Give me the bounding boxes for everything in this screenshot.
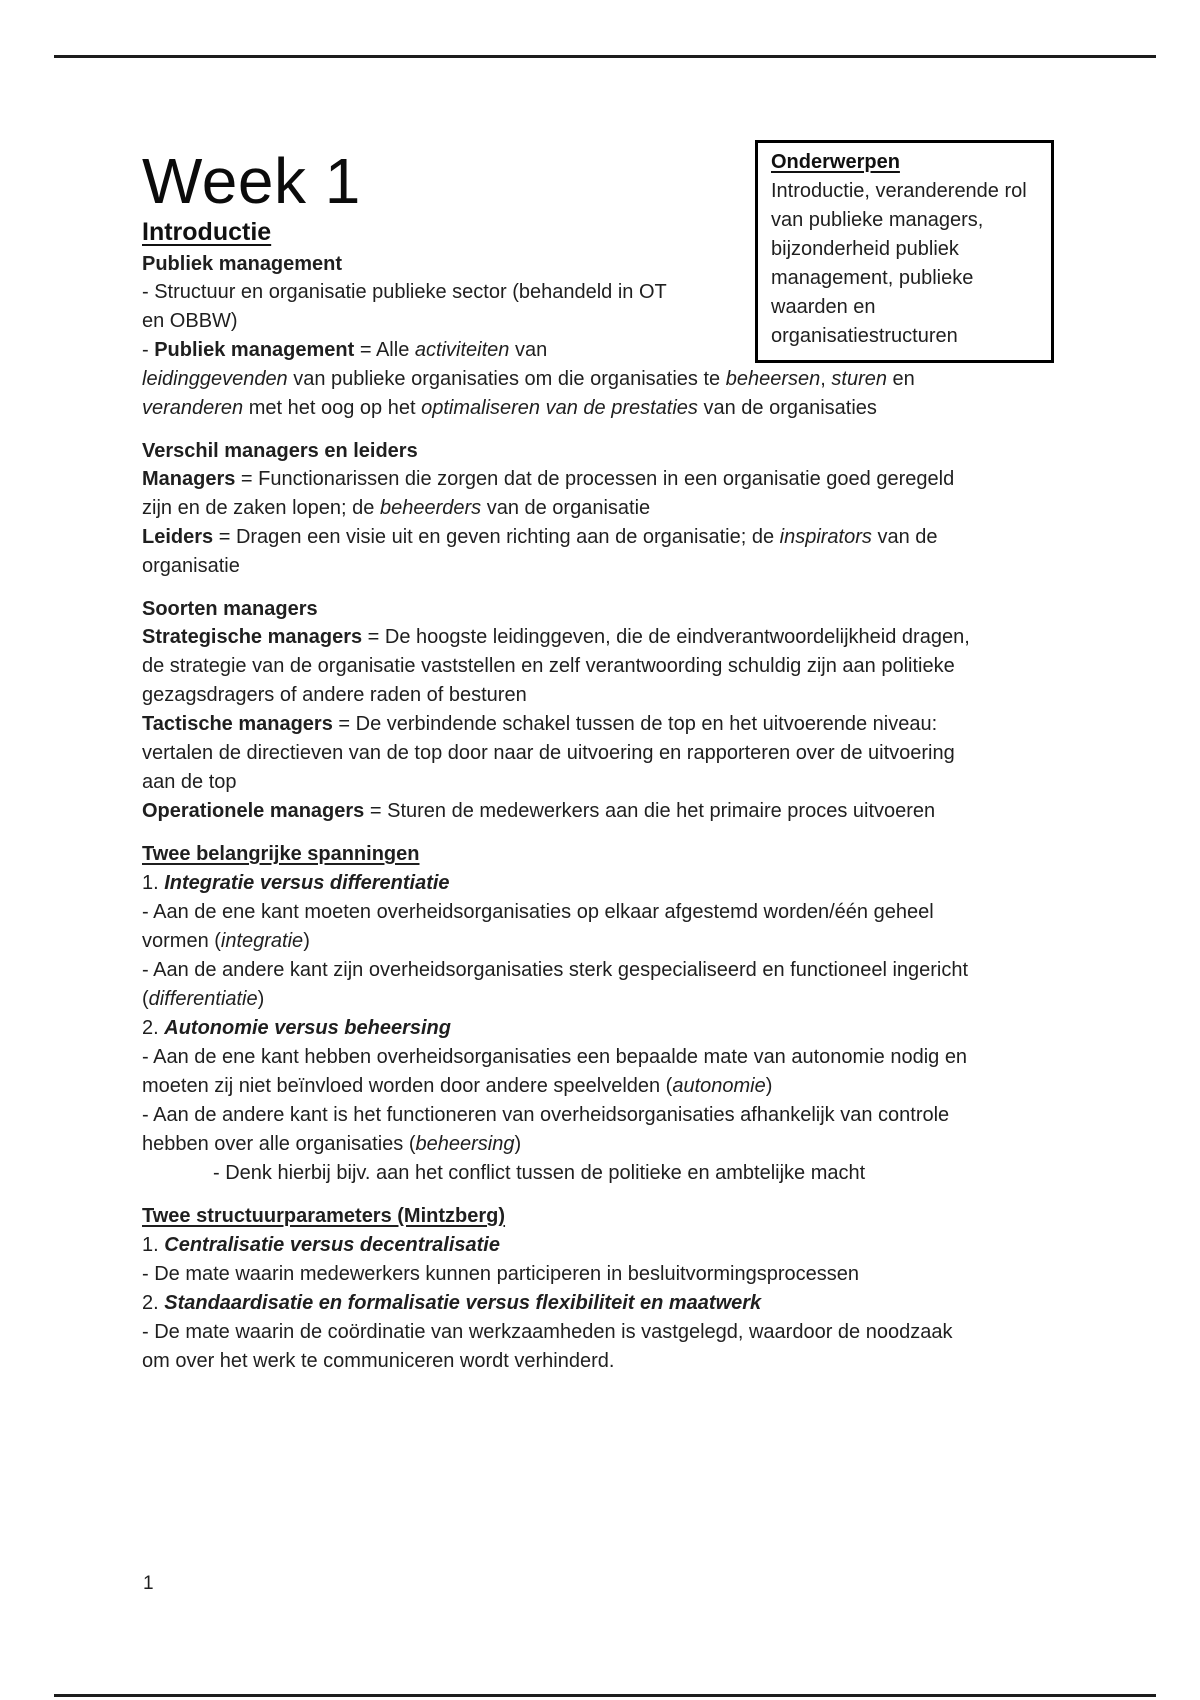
- text-line: 2. Autonomie versus beheersing: [142, 1017, 451, 1039]
- text-line: - Aan de andere kant zijn overheidsorganisaties sterk gespecialiseerd en functioneel ingericht: [142, 959, 969, 981]
- top-rule: [54, 55, 1156, 58]
- text-line: - Aan de ene kant hebben overheidsorganisaties een bepaalde mate van autonomie nodig en: [142, 1046, 968, 1068]
- topics-box-line: Introductie, veranderende rol: [771, 180, 1027, 202]
- topics-box-title: Onderwerpen: [771, 151, 900, 173]
- text-line: moeten zij niet beïnvloed worden door andere speelvelden (autonomie): [142, 1075, 773, 1097]
- topics-box-line: bijzonderheid publiek: [771, 238, 959, 260]
- text-line: veranderen met het oog op het optimaliseren van de prestaties van de organisaties: [142, 397, 877, 419]
- text-line: zijn en de zaken lopen; de beheerders van de organisatie: [142, 497, 651, 519]
- text-line: 2. Standaardisatie en formalisatie versus flexibiliteit en maatwerk: [142, 1292, 762, 1314]
- text-line: gezagsdragers of andere raden of besturen: [142, 684, 527, 706]
- text-line: - Denk hierbij bijv. aan het conflict tussen de politieke en ambtelijke macht: [213, 1162, 866, 1184]
- document-body: [142, 145, 1087, 1376]
- section-heading: Twee structuurparameters (Mintzberg): [142, 1205, 506, 1227]
- section-heading: Soorten managers: [142, 598, 318, 620]
- text-line: Operationele managers = Sturen de medewerkers aan die het primaire proces uitvoeren: [142, 800, 936, 822]
- text-line: - Structuur en organisatie publieke sector (behandeld in OT: [142, 281, 667, 303]
- topics-box-line: van publieke managers,: [771, 209, 984, 231]
- section-heading: Verschil managers en leiders: [142, 440, 418, 462]
- section-heading: Publiek management: [142, 253, 343, 275]
- text-line: - Aan de ene kant moeten overheidsorganisaties op elkaar afgestemd worden/één geheel: [142, 901, 934, 923]
- text-line: vertalen de directieven van de top door naar de uitvoering en rapporteren over de uitvoering: [142, 742, 955, 764]
- topics-box-line: waarden en: [771, 296, 876, 318]
- text-line: de strategie van de organisatie vaststellen en zelf verantwoording schuldig zijn aan politieke: [142, 655, 955, 677]
- text-line: aan de top: [142, 771, 237, 793]
- text-line: organisatie: [142, 555, 240, 577]
- text-line: Leiders = Dragen een visie uit en geven richting aan de organisatie; de inspirators van de: [142, 526, 938, 548]
- text-line: - De mate waarin de coördinatie van werkzaamheden is vastgelegd, waardoor de noodzaak: [142, 1321, 953, 1343]
- topics-box-line: organisatiestructuren: [771, 325, 958, 347]
- bottom-rule: [54, 1694, 1156, 1697]
- text-line: 1. Centralisatie versus decentralisatie: [142, 1234, 500, 1256]
- page-title: Week 1: [142, 145, 361, 217]
- section-heading: Introductie: [142, 218, 272, 246]
- text-line: - De mate waarin medewerkers kunnen participeren in besluitvormingsprocessen: [142, 1263, 860, 1285]
- text-line: leidinggevenden van publieke organisaties om die organisaties te beheersen, sturen en: [142, 368, 915, 390]
- topics-box-line: management, publieke: [771, 267, 974, 289]
- text-blocks: [142, 214, 1087, 1376]
- text-line: vormen (integratie): [142, 930, 310, 952]
- text-line: en OBBW): [142, 310, 238, 332]
- text-line: om over het werk te communiceren wordt verhinderd.: [142, 1350, 615, 1372]
- section-heading: Twee belangrijke spanningen: [142, 843, 420, 865]
- text-line: hebben over alle organisaties (beheersing): [142, 1133, 522, 1155]
- text-line: - Aan de andere kant is het functioneren van overheidsorganisaties afhankelijk van controle: [142, 1104, 950, 1126]
- text-line: Managers = Functionarissen die zorgen dat de processen in een organisatie goed geregeld: [142, 468, 955, 490]
- text-line: Strategische managers = De hoogste leidinggeven, die de eindverantwoordelijkheid dragen,: [142, 626, 970, 648]
- text-line: Tactische managers = De verbindende schakel tussen de top en het uitvoerende niveau:: [142, 713, 938, 735]
- text-line: 1. Integratie versus differentiatie: [142, 872, 450, 894]
- text-line: - Publiek management = Alle activiteiten van: [142, 339, 548, 361]
- page-number: 1: [143, 1573, 154, 1594]
- text-line: (differentiatie): [142, 988, 265, 1010]
